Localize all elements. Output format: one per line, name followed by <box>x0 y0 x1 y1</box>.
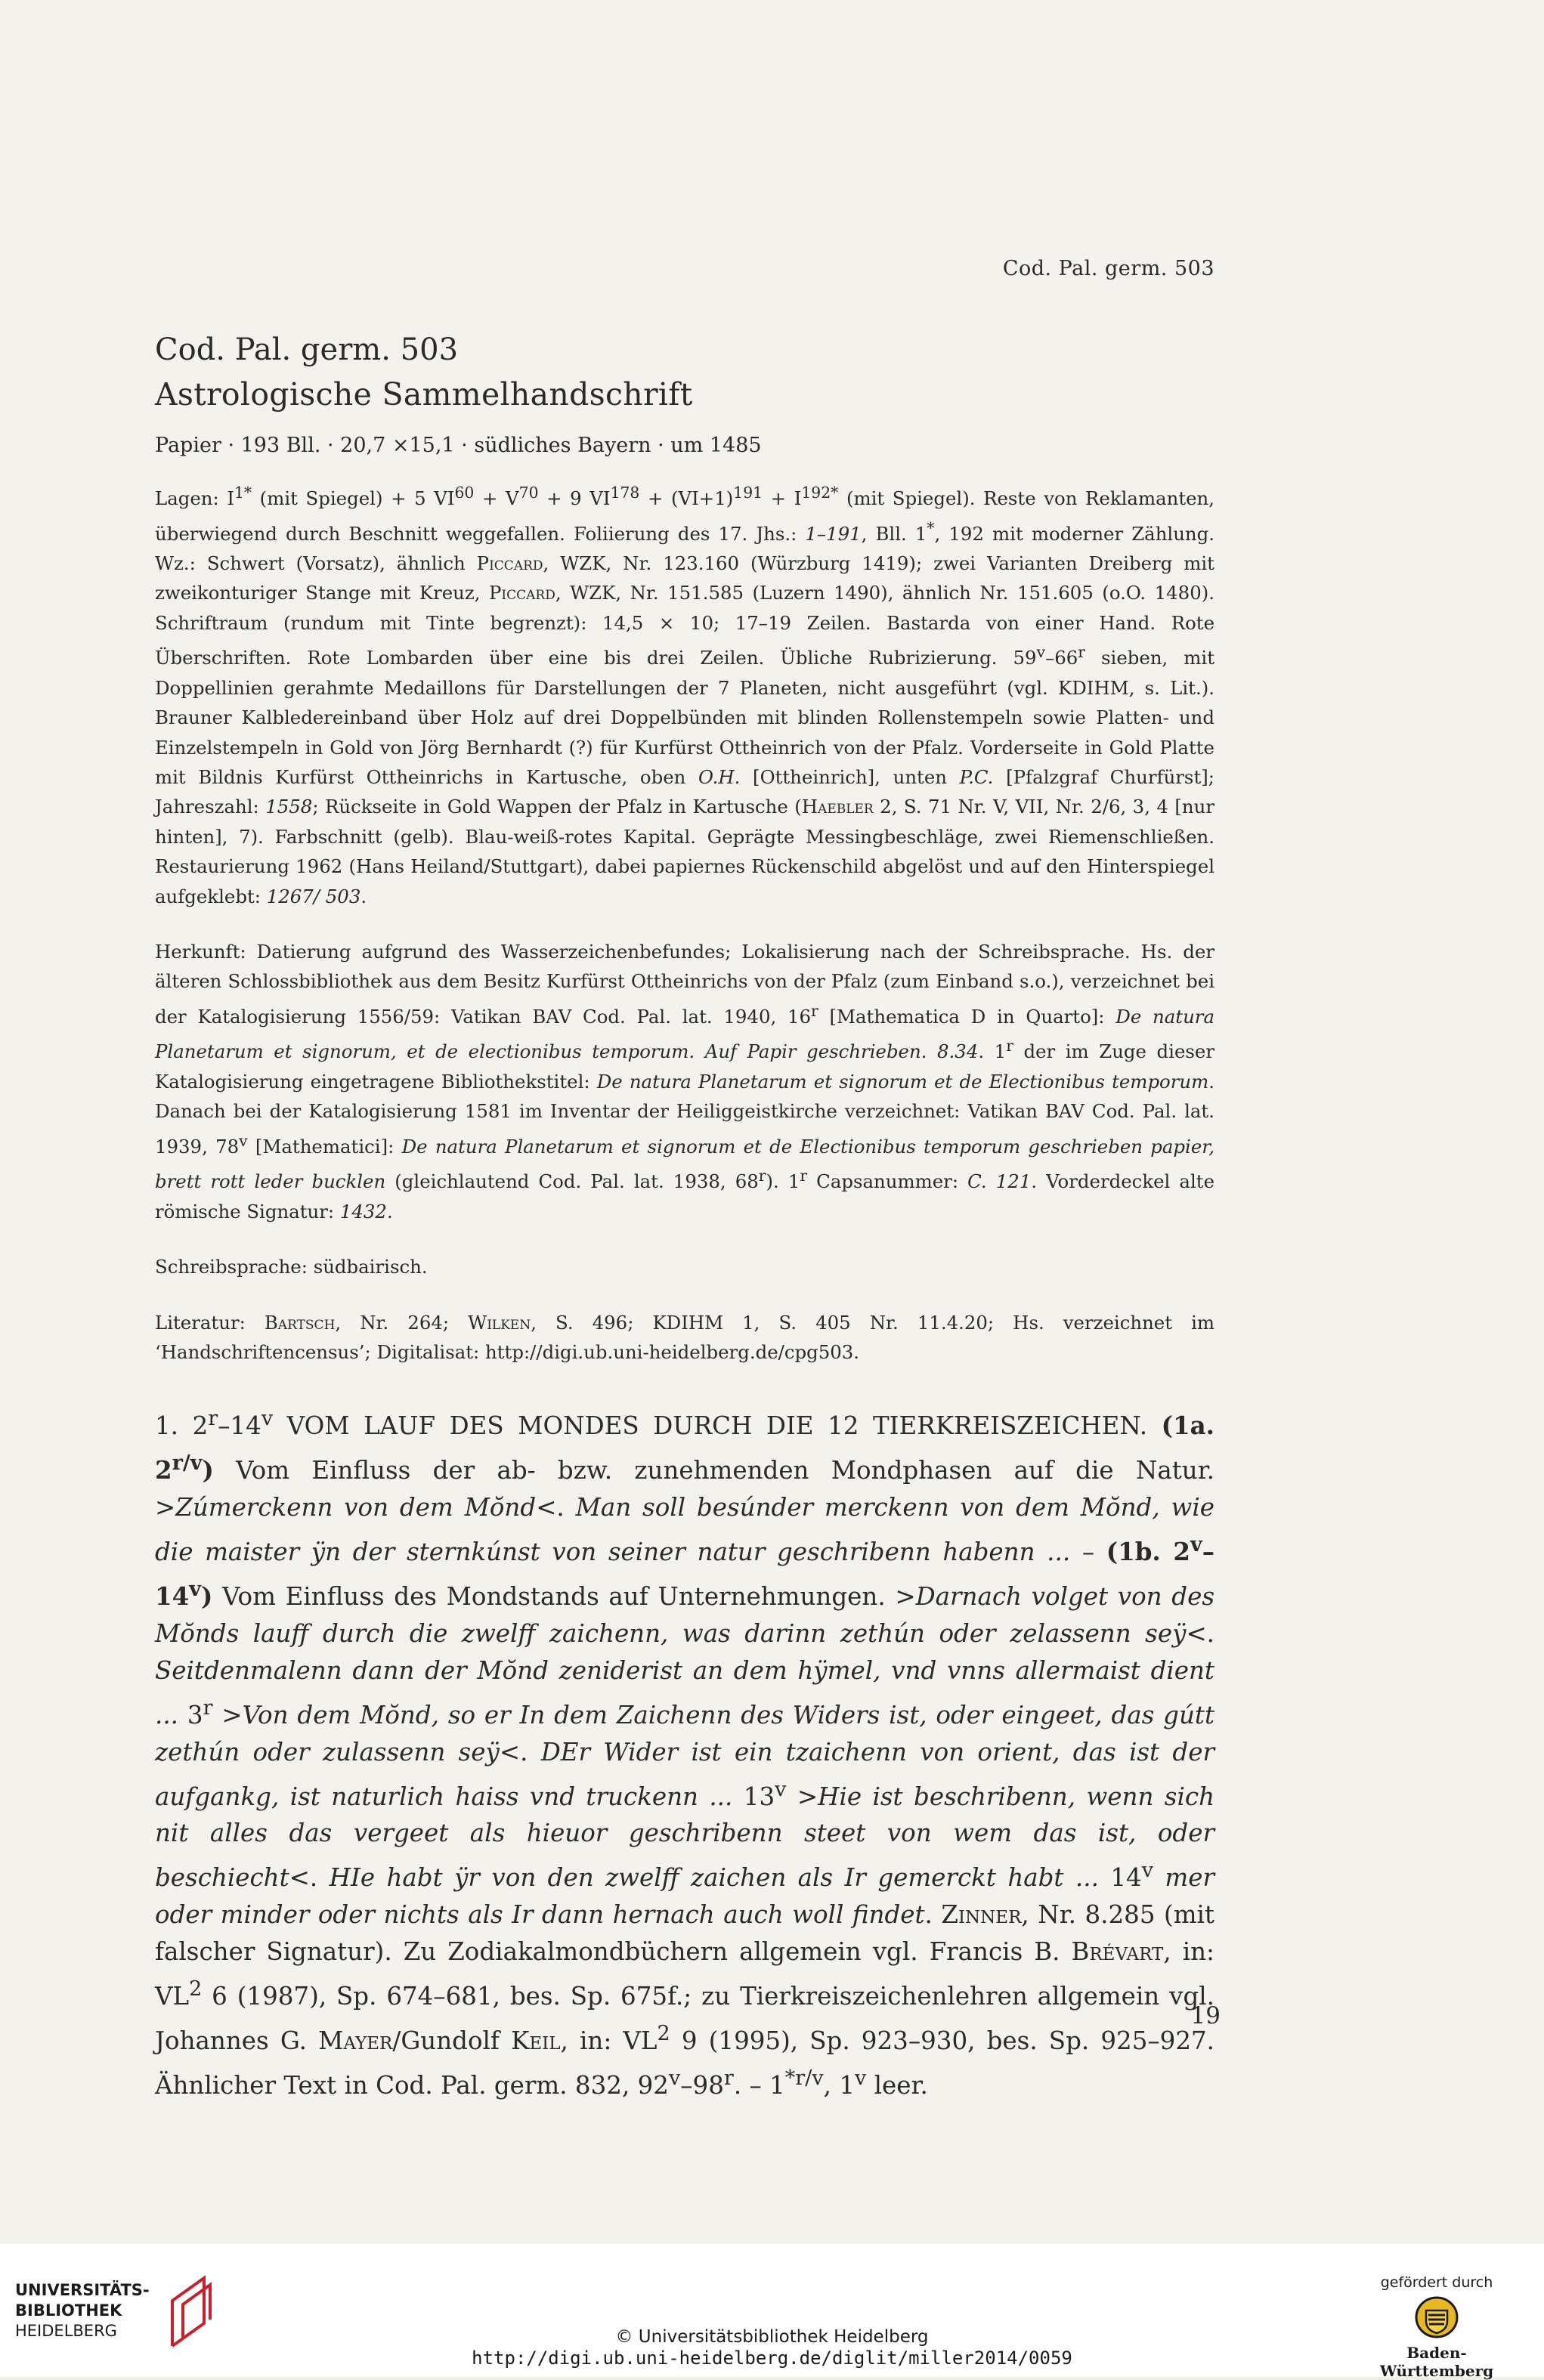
funded-by-label: gefördert durch <box>1380 2274 1493 2291</box>
catalog-entry <box>155 332 1214 2128</box>
viewer-footer <box>0 2244 1544 2380</box>
coat-of-arms-icon <box>1414 2295 1459 2339</box>
page-number: 19 <box>1190 2002 1221 2029</box>
dialect-paragraph: Schreibsprache: südbairisch. <box>155 1256 428 1278</box>
funder-name: Baden-Württemberg <box>1379 2344 1494 2380</box>
physical-summary: Papier · 193 Bll. · 20,7 ×15,1 · südliches Bayern · um 1485 <box>155 434 762 457</box>
library-name: UNIVERSITÄTS- BIBLIOTHEK HEIDELBERG <box>15 2281 150 2340</box>
permalink[interactable]: http://digi.ub.uni-heidelberg.de/diglit/miller2014/0059 <box>472 2348 1072 2369</box>
work-title: Astrologische Sammelhandschrift <box>155 376 693 413</box>
copyright-notice: © Universitätsbibliothek Heidelberg <box>615 2327 929 2347</box>
running-head: Cod. Pal. germ. 503 <box>1002 257 1214 280</box>
funding-credit <box>1354 2274 1520 2380</box>
shelfmark-title: Cod. Pal. germ. 503 <box>155 332 459 367</box>
provenance-paragraph: Herkunft: Datierung aufgrund des Wasserzeichenbefundes; Lokalisierung nach der Schreibsprache. Hs. der älteren Schlossbibliothek aus dem Besitz Kurfürst Ottheinrichs von der Pfalz (zum Einband s.o.), verzeichnet bei der Katalogisierung 1556/59: Vatikan BAV Cod. Pal. lat. 1940, 16$^r$ [Mathematica D in Quarto]: De natura Planetarum et signorum, et de electionibus temporum. Auf Papir geschrieben. 8.34. 1$^r$ der im Zuge dieser Katalogisierung eingetragene Bibliothekstitel: De natura Planetarum et signorum et de Electionibus temporum. Danach bei der Katalogisierung 1581 im Inventar der Heiliggeistkirche verzeichnet: Vatikan BAV Cod. Pal. lat. 1939, 78$^v$ [Mathematici]: De natura Planetarum et signorum et de Electionibus temporum geschrieben papier, brett rott leder bucklen (gleichlautend Cod. Pal. lat. 1938, 68$^r$). 1$^r$ Capsanummer: C. 121. Vorderdeckel alte römische Signatur: 1432. <box>155 941 1215 1222</box>
content-entry: 1. 2$^r$–14$^v$ VOM LAUF DES MONDES DURCH DIE 12 TIERKREISZEICHEN. (1a. $2^{r/v}$) Vom Einfluss der ab- bzw. zunehmenden Mondphasen auf die Natur. >Zúmerckenn von dem Mŏnd<. Man soll besúnder merckenn von dem Mŏnd, wie die maister ÿn der sternkúnst von seiner natur geschribenn habenn ... – (1b. 2$^v$–14$^v$) Vom Einfluss des Mondstands auf Unternehmungen. >Darnach volget von des Mŏnds lauff durch die zwelff zaichenn, was darinn zethún oder zelassenn seÿ<. Seitdenmalenn dann der Mŏnd zeniderist an dem hÿmel, vnd vnns allermaist dient ... $3^r >Von$ dem Mŏnd, so er In dem Zaichenn des Widers ist, oder eingeet, das gútt zethún oder zulassenn seÿ<. DEr Wider ist ein tzaichenn von orient, das ist der aufgankg, ist naturlich haiss vnd truckenn ... $13^v >Hie$ ist beschribenn, wenn sich nit alles das vergeet als hieuor geschribenn steet von wem das ist, oder beschiecht<. HIe habt ÿr von den zwelff zaichen als Ir gemerckt habt ... 14$^v$ mer oder minder oder nichts als Ir dann hernach auch woll findet. Zinner, Nr. 8.285 (mit falscher Signatur). Zu Zodiakalmondbüchern allgemein vgl. Francis B. Brévart, in: $VL^2$ 6 (1987), Sp. 674–681, bes. Sp. 675f.; zu Tierkreiszeichenlehren allgemein vgl. Johannes G. Mayer/Gundolf Keil, in: $VL^2$ 9 (1995), Sp. 923–930, bes. Sp. 925–927. Ähnlicher Text in Cod. Pal. germ. 832, 92$^v$–98$^r$. – $1^{*r/v}$, 1$^v$ leer. <box>155 1407 1215 2100</box>
codicology-paragraph: Lagen: $I^{1*}$ (mit Spiegel) + 5 $VI^{60} + V^{70} + 9$ $VI^{178} + (VI+1)^{191} + I^{192*}$ (mit Spiegel). Reste von Reklamanten, überwiegend durch Beschnitt weggefallen. Foliierung des 17. Jhs.: 1–191, Bll. 1*, 192 mit moderner Zählung. Wz.: Schwert (Vorsatz), ähnlich Piccard, WZK, Nr. 123.160 (Würzburg 1419); zwei Varianten Dreiberg mit zweikonturiger Stange mit Kreuz, Piccard, WZK, Nr. 151.585 (Luzern 1490), ähnlich Nr. 151.605 (o.O. 1480). Schriftraum (rundum mit Tinte begrenzt): 14,5 × 10; 17–19 Zeilen. Bastarda von einer Hand. Rote Überschriften. Rote Lombarden über eine bis drei Zeilen. Übliche Rubrizierung. 59$^v$–66$^r$ sieben, mit Doppellinien gerahmte Medaillons für Darstellungen der 7 Planeten, nicht ausgeführt (vgl. KDIHM, s. Lit.). Brauner Kalbledereinband über Holz auf drei Doppelbünden mit blinden Rollenstempeln sowie Platten- und Einzelstempeln in Gold von Jörg Bernhardt (?) für Kurfürst Ottheinrich von der Pfalz. Vorderseite in Gold Platte mit Bildnis Kurfürst Ottheinrichs in Kartusche, oben O.H. [Ottheinrich], unten P.C. [Pfalzgraf Churfürst]; Jahreszahl: 1558; Rückseite in Gold Wappen der Pfalz in Kartusche (Haebler 2, S. 71 Nr. V, VII, Nr. 2/6, 3, 4 [nur hinten], 7). Farbschnitt (gelb). Blau-weiß-rotes Kapital. Geprägte Messingbeschläge, zwei Riemenschließen. Restaurierung 1962 (Hans Heiland/Stuttgart), dabei papiernes Rückenschild abgelöst und auf den Hinterspiegel aufgeklebt: 1267/ 503. <box>155 484 1215 907</box>
literature-paragraph: Literatur: Bartsch, Nr. 264; Wilken, S. 496; KDIHM 1, S. 405 Nr. 11.4.20; Hs. verzeichnet im ‘Handschriftencensus’; Digitalisat: http://digi.ub.uni-heidelberg.de/cpg503. <box>155 1311 1215 1364</box>
